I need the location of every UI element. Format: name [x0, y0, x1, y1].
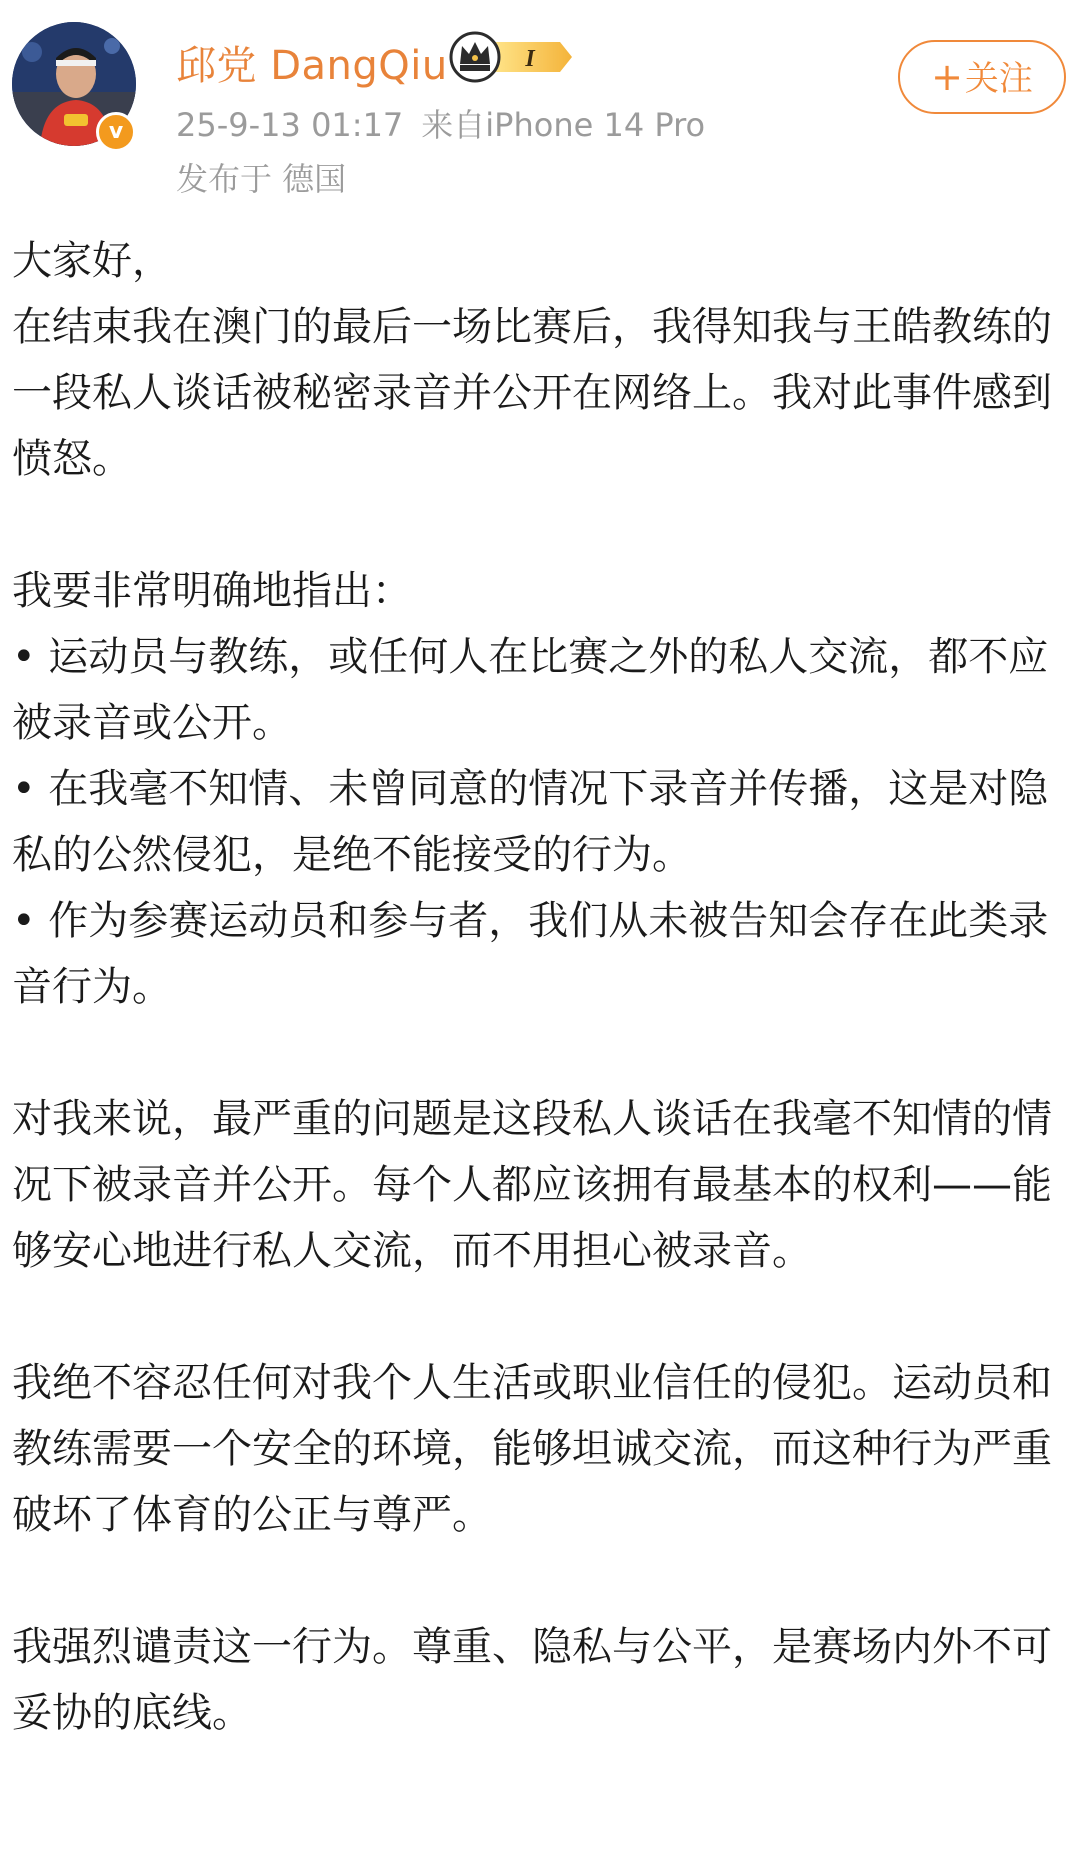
paragraph-spacer — [12, 1284, 1068, 1350]
plus-icon: + — [931, 55, 963, 99]
post-paragraph-3: 我绝不容忍任何对我个人生活或职业信任的侵犯。运动员和教练需要一个安全的环境，能够坦诚交流，而这种行为严重破坏了体育的公正与尊严。 — [12, 1360, 1052, 1538]
member-level-text: I — [525, 46, 535, 72]
post-header — [0, 0, 1080, 210]
post-bullet-2: • 在我毫不知情、未曾同意的情况下录音并传播，这是对隐私的公然侵犯，是绝不能接受的行为。 — [12, 766, 1049, 878]
paragraph-spacer — [12, 492, 1068, 558]
post-paragraph-1: 在结束我在澳门的最后一场比赛后，我得知我与王皓教练的一段私人谈话被秘密录音并公开在网络上。我对此事件感到愤怒。 — [12, 304, 1052, 482]
post-paragraph-2: 对我来说，最严重的问题是这段私人谈话在我毫不知情的情况下被录音并公开。每个人都应该拥有最基本的权利——能够安心地进行私人交流，而不用担心被录音。 — [12, 1096, 1052, 1274]
follow-button[interactable] — [898, 40, 1066, 114]
post-body — [12, 228, 1068, 1746]
post-bullet-3: • 作为参赛运动员和参与者，我们从未被告知会存在此类录音行为。 — [12, 898, 1049, 1010]
post-timestamp: 25-9-13 01:17 — [176, 106, 404, 144]
crown-member-badge-icon[interactable] — [448, 30, 576, 84]
post-meta — [176, 100, 705, 146]
post-source: 来自iPhone 14 Pro — [421, 106, 706, 144]
paragraph-spacer — [12, 1020, 1068, 1086]
verified-badge-icon: v — [96, 112, 136, 152]
post-list-intro: 我要非常明确地指出： — [12, 568, 412, 614]
post-paragraph-4: 我强烈谴责这一行为。尊重、隐私与公平，是赛场内外不可妥协的底线。 — [12, 1624, 1052, 1736]
post-location: 发布于 德国 — [176, 160, 347, 198]
user-name[interactable]: 邱党 DangQiu — [176, 43, 448, 89]
follow-label: 关注 — [964, 59, 1033, 99]
post-bullet-1: • 运动员与教练，或任何人在比赛之外的私人交流，都不应被录音或公开。 — [12, 634, 1049, 746]
post-greeting: 大家好， — [12, 238, 172, 284]
paragraph-spacer — [12, 1548, 1068, 1614]
